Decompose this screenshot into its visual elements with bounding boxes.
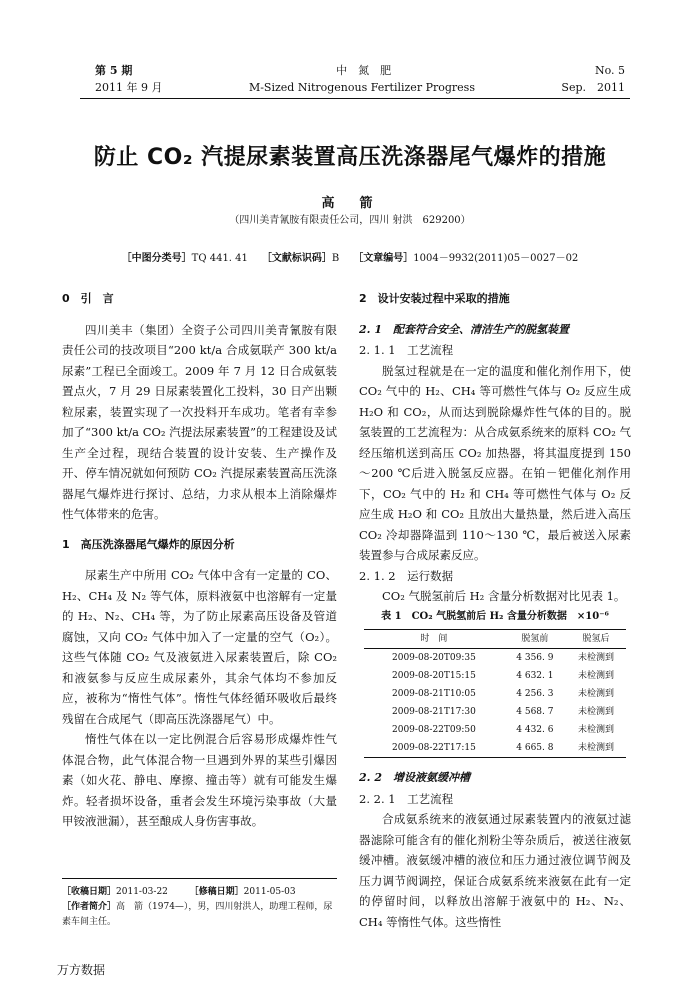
paragraph-cause-2: 惰性气体在以一定比例混合后容易形成爆炸性气体混合物，此气体混合物一旦遇到外界的某些引爆因素（如火花、静电、摩擦、撞击等）就有可能发生爆炸。轻者损坏设备，重者会发生环境污染事故（大量甲铵液泄漏），甚至酿成人身伤害事故。: [62, 732, 337, 828]
table-cell: 2009-08-22T17:15: [364, 739, 504, 758]
issue-en: No. 5: [594, 64, 625, 77]
table-header-time: 时 间: [364, 630, 504, 649]
table-cell: 4 356. 9: [516, 653, 554, 663]
date-cn: 2011 年 9 月: [95, 81, 163, 94]
table-cell: 2009-08-22T09:50: [392, 725, 476, 735]
section-heading-1: 1 高压洗涤器尾气爆炸的原因分析: [62, 537, 235, 551]
author-bio: 高 箭（1974—），男，四川射洪人，助理工程师，尿素车间主任。: [62, 902, 333, 927]
footnote-box: [62, 878, 337, 930]
table-cell: 未检测到: [577, 671, 614, 681]
header-rule: [80, 98, 630, 99]
subsubsection-2-1-2: 2. 1. 2 运行数据: [359, 568, 454, 583]
table-cell: 未检测到: [577, 653, 614, 663]
paragraph-intro: 四川美丰（集团）全资子公司四川美青氰胺有限责任公司的技改项目“200 kt/a 合成氨联产 300 kt/a 尿素”工程已全面竣工。2009 年 7 月 12 日合成氨装置点火，7 月 29 日尿素装置化工投料，30 日产出颗粒尿素，装置实现了一次投料开车成功。笔者有幸参加了“300 kt/a CO₂ 汽提法尿素装置”的工程建设及试生产全过程，现结合装置的设计安装、生产操作及开、停车情况就如何预防 CO₂ 汽提尿素装置高压洗涤器尾气爆炸进行探讨、总结，力求从根本上消除爆炸性气体带来的危害。: [62, 322, 337, 521]
author-name: 高 箭: [321, 196, 379, 211]
paragraph-process: 脱氢过程就是在一定的温度和催化剂作用下，使 CO₂ 气中的 H₂、CH₄ 等可燃性气体与 O₂ 反应生成 H₂O 和 CO₂，从而达到脱除爆炸性气体的目的。脱氢装置的工艺流程为：从合成氨系统来的原料 CO₂ 气经压缩机送到高压 CO₂ 加热器，将其温度提到 150～200 ℃后进入脱氢反应器。在铂－钯催化剂作用下，CO₂ 气中的 H₂ 和 CH₄ 等可燃性气体与 O₂ 反应生成 H₂O 和 CO₂ 且放出大量热量，然后进入高压 CO₂ 冷却器降温到 110～130 ℃，最后被送入尿素装置参与合成尿素反应。: [359, 363, 631, 562]
running-header: [95, 62, 625, 96]
article-number-value: 1004－9932(2011)05－0027－02: [413, 253, 579, 264]
table-cell: 2009-08-20T15:15: [392, 671, 476, 681]
clc-value: TQ 441. 41: [191, 253, 248, 264]
subsubsection-2-2-1: 2. 2. 1 工艺流程: [359, 791, 454, 806]
author-bio-label: ［作者简介］: [62, 902, 117, 912]
data-table: [364, 629, 626, 758]
table-cell: 4 632. 1: [516, 671, 554, 681]
table-cell: 4 665. 8: [504, 739, 566, 758]
table-cell: 未检测到: [577, 725, 614, 735]
table-cell: 2009-08-20T09:35: [392, 653, 476, 663]
revised-label: ［修稿日期］: [189, 887, 244, 897]
subsection-2-2: 2. 2 增设液氨缓冲槽: [359, 771, 470, 784]
issue-cn: 第 5 期: [95, 64, 133, 77]
received-label: ［收稿日期］: [62, 887, 117, 897]
table-cell: 4 432. 6: [516, 725, 554, 735]
paragraph-data: CO₂ 气脱氢前后 H₂ 含量分析数据对比见表 1。: [382, 589, 626, 603]
paragraph-cause-1: 尿素生产中所用 CO₂ 气体中含有一定量的 CO、H₂、CH₄ 及 N₂ 等气体，原料液氨中也溶解有一定量的 H₂、N₂、CH₄ 等，为了防止尿素高压设备及管道腐蚀，又向 CO₂ 气体中加入了一定量的空气（O₂）。这些气体随 CO₂ 气及液氨进入尿素装置后，除 CO₂ 和液氨参与反应生成尿素外，其余气体均不参加反应，被称为“惰性气体”。惰性气体经循环吸收后最终残留在合成尾气（即高压洗涤器尾气）中。: [62, 568, 337, 726]
classification-line: [0, 249, 700, 264]
received-date: 2011-03-22: [116, 887, 168, 897]
journal-en: M-Sized Nitrogenous Fertilizer Progress: [248, 81, 475, 94]
table-row: [364, 685, 626, 703]
table-row: [364, 649, 626, 668]
right-column: [359, 289, 631, 932]
clc-label: ［中图分类号］: [121, 253, 192, 264]
table-row: [364, 667, 626, 685]
journal-cn: 中 氮 肥: [336, 64, 392, 77]
table-cell: 未检测到: [577, 689, 614, 699]
doc-code-label: ［文献标识码］: [261, 253, 332, 264]
paper-title: 防止 CO₂ 汽提尿素装置高压洗涤器尾气爆炸的措施: [93, 145, 607, 170]
subsection-2-1: 2. 1 配套符合安全、清洁生产的脱氢装置: [359, 322, 569, 336]
paragraph-ammonia-buffer: 合成氨系统来的液氨通过尿素装置内的液氨过滤器滤除可能含有的催化剂粉尘等杂质后，被送往液氨缓冲槽。液氨缓冲槽的液位和压力通过液位调节阀及压力调节阀调控，保证合成氨系统来液氨在此有一定的停留时间，以释放出溶解于液氨中的 H₂、N₂、CH₄ 等惰性气体。这些惰性: [359, 812, 631, 929]
date-en: Sep. 2011: [561, 81, 625, 94]
table-cell: 4 568. 7: [516, 707, 554, 717]
section-heading-2: 2 设计安装过程中采取的措施: [359, 292, 510, 305]
doc-code-value: B: [331, 253, 340, 264]
table-cell: 未检测到: [566, 739, 626, 758]
section-heading-0: 0 引 言: [62, 292, 114, 305]
affiliation: （四川美青氰胺有限责任公司，四川 射洪 629200）: [229, 215, 471, 226]
table-row: [364, 739, 626, 758]
revised-date: 2011-05-03: [243, 887, 296, 897]
table-row: [364, 703, 626, 721]
table-cell: 4 256. 3: [516, 689, 554, 699]
table-caption: 表 1 CO₂ 气脱氢前后 H₂ 含量分析数据 ×10⁻⁶: [381, 610, 609, 622]
subsubsection-2-1-1: 2. 1. 1 工艺流程: [359, 343, 454, 357]
table-row: [364, 721, 626, 739]
table-header-before: 脱氢前: [504, 630, 566, 649]
article-number-label: ［文章编号］: [353, 253, 414, 264]
table-cell: 2009-08-21T10:05: [392, 689, 476, 699]
watermark: 万方数据: [57, 963, 106, 977]
table-header-after: 脱氢后: [566, 630, 626, 649]
left-column: [62, 289, 337, 832]
table-cell: 未检测到: [577, 707, 614, 717]
table-cell: 2009-08-21T17:30: [392, 707, 476, 717]
